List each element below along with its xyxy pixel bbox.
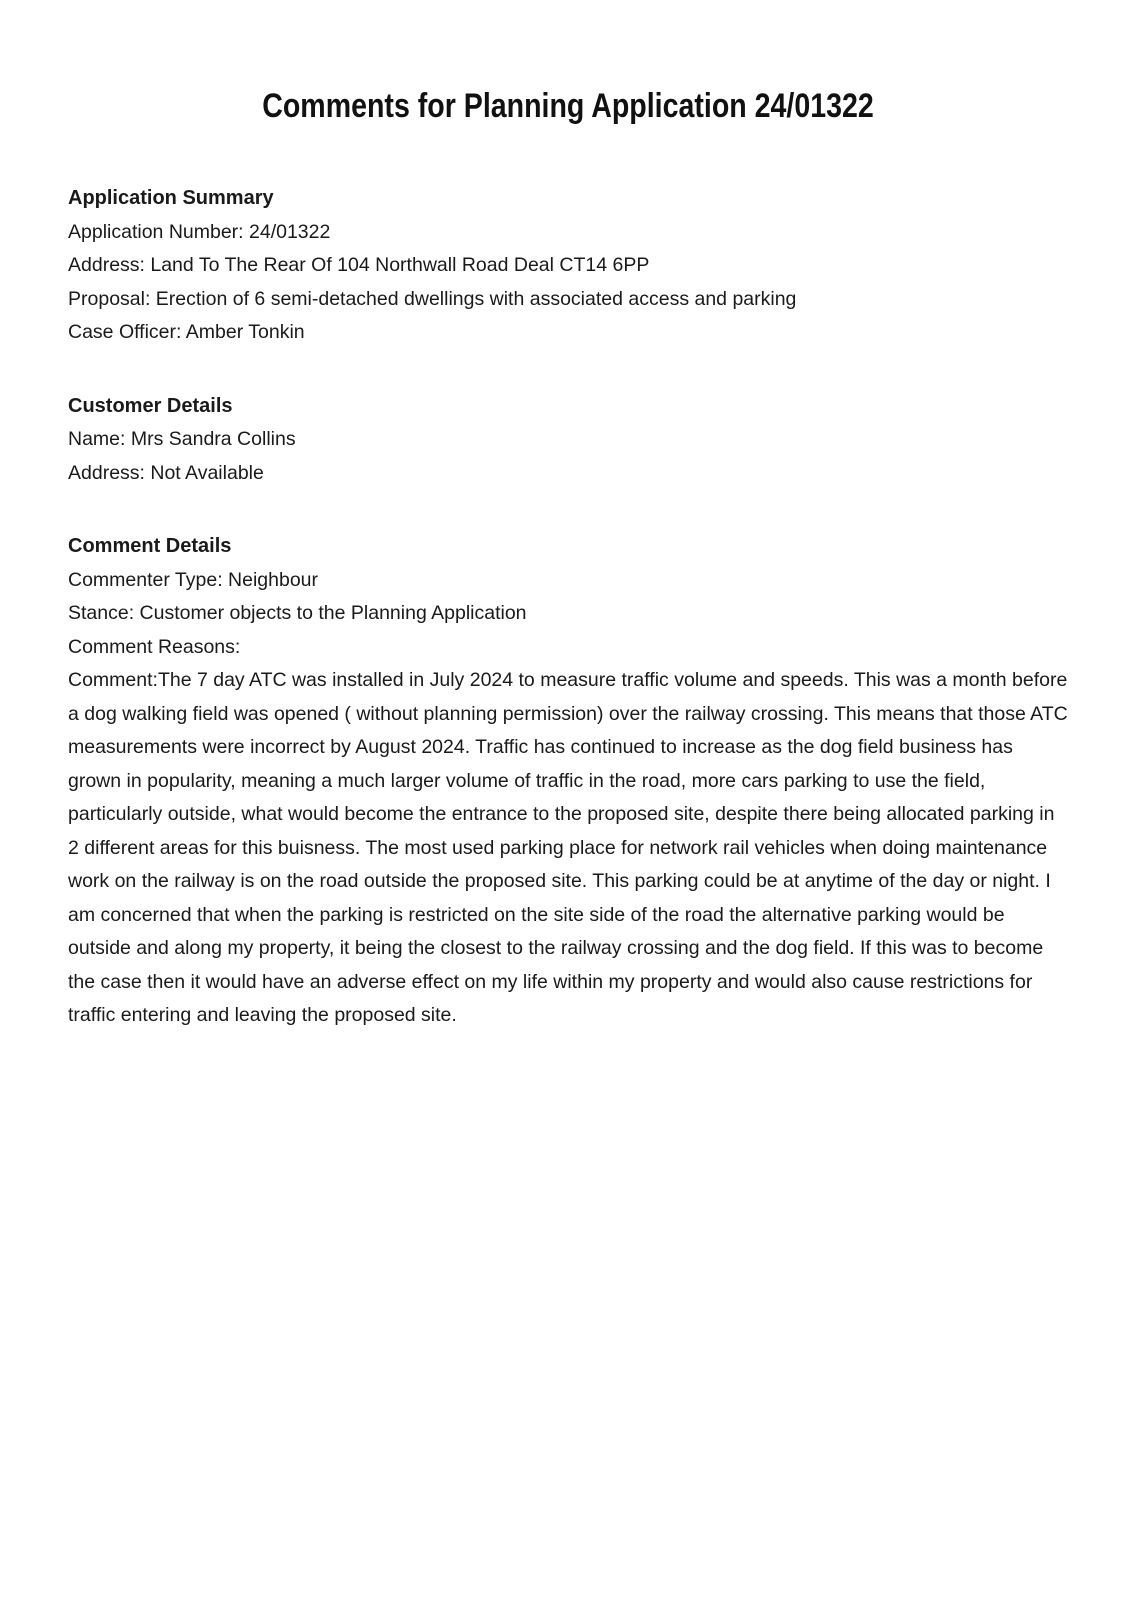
proposal-line: Proposal: Erection of 6 semi-detached dwellings with associated access and parking <box>68 287 797 310</box>
stance-line: Stance: Customer objects to the Planning Application <box>68 602 527 624</box>
comment-reasons-line: Comment Reasons: <box>68 635 241 658</box>
customer-details-heading: Customer Details <box>68 394 233 417</box>
section-application-summary <box>68 182 1068 350</box>
application-summary-heading: Application Summary <box>68 187 274 209</box>
case-officer-line: Case Officer: Amber Tonkin <box>68 321 305 343</box>
comment-details-heading: Comment Details <box>68 535 232 557</box>
section-customer-details <box>68 390 1068 491</box>
page-title-text: Comments for Planning Application 24/01322 <box>262 87 874 125</box>
section-comment-details <box>68 530 1068 1033</box>
site-address-line: Address: Land To The Rear Of 104 Northwall Road Deal CT14 6PP <box>68 254 650 276</box>
comment-text: Comment:The 7 day ATC was installed in July 2024 to measure traffic volume and speeds. This was a month before a dog walking field was opened ( without planning permission) over the railway crossing. This means that those ATC measurements were incorrect by August 2024. Traffic has continued to increase as the dog field business has grown in popularity, meaning a much larger volume of traffic in the road, more cars parking to use the field, particularly outside, what would become the entrance to the proposed site, despite there being allocated parking in 2 different areas for this buisness. The most used parking place for network rail vehicles when doing maintenance work on the railway is on the road outside the proposed site. This parking could be at anytime of the day or night. I am concerned that when the parking is restricted on the site side of the road the alternative parking would be outside and along my property, it being the closest to the railway crossing and the dog field. If this was to become the case then it would have an adverse effect on my life within my property and would also cause restrictions for traffic entering and leaving the proposed site. <box>68 669 1068 1026</box>
page-title <box>68 0 1068 126</box>
customer-address-line: Address: Not Available <box>68 461 264 484</box>
document-content <box>68 182 1068 1033</box>
application-number-line: Application Number: 24/01322 <box>68 220 331 243</box>
commenter-type-line: Commenter Type: Neighbour <box>68 568 319 591</box>
customer-name-line: Name: Mrs Sandra Collins <box>68 428 296 450</box>
